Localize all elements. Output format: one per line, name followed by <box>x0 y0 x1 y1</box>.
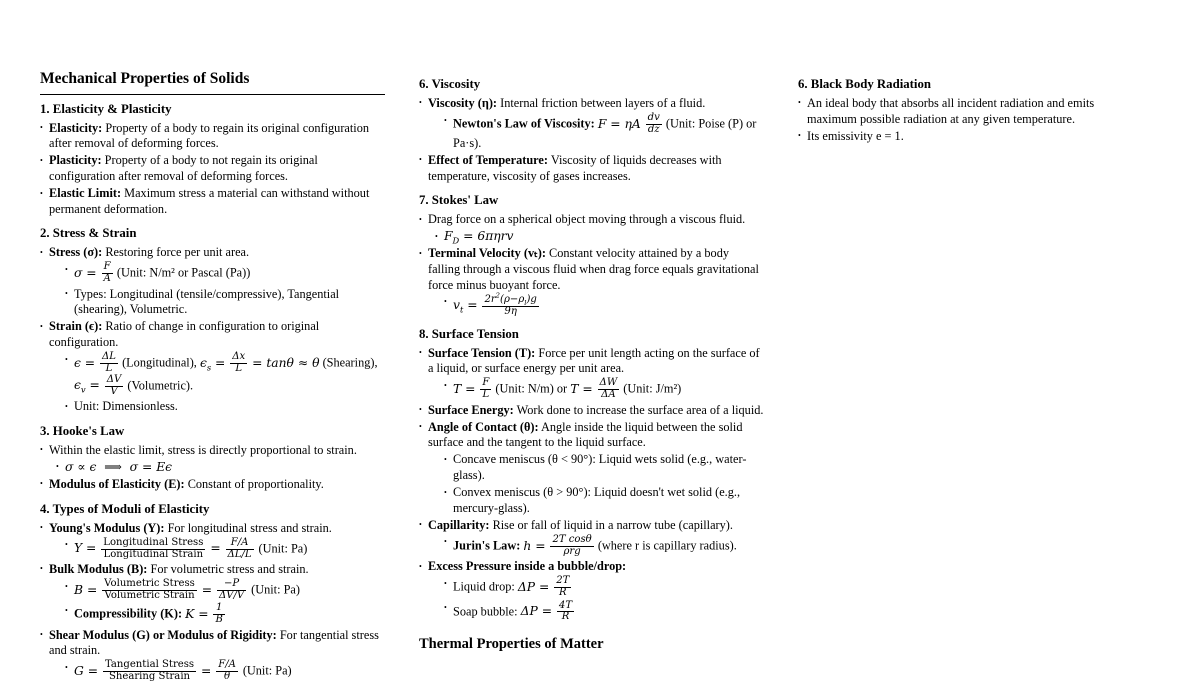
list-item <box>419 420 764 517</box>
list-item <box>65 603 385 626</box>
list-item <box>65 352 385 398</box>
list-newtons-law <box>428 113 764 151</box>
list-item <box>444 378 764 401</box>
def-temperature-effect: Viscosity of liquids decreases with temperature, viscosity of gases increases. <box>428 152 722 183</box>
list-item <box>419 559 764 623</box>
list-item <box>419 96 764 152</box>
list-moduli <box>40 521 385 684</box>
term-jurins-law: Jurin's Law: <box>453 538 521 553</box>
list-excess-pressure <box>428 576 764 623</box>
page-title: Mechanical Properties of Solids <box>40 70 385 95</box>
list-st-formula <box>428 378 764 401</box>
section-heading-black-body: 6. Black Body Radiation <box>798 77 931 91</box>
list-item <box>419 346 764 402</box>
list-item <box>40 245 385 318</box>
formula-liquid-drop: ΔP = $\frac{2T}{R}$ <box>517 575 570 599</box>
list-item <box>444 535 764 558</box>
list-item: • Unit: Dimensionless. <box>65 399 385 415</box>
list-item: • Within the elastic limit, stress is directly proportional to strain. <box>40 443 385 459</box>
list-item <box>40 319 385 414</box>
list-stress-formulas <box>49 262 385 318</box>
list-elasticity <box>40 121 385 218</box>
list-item <box>40 153 385 184</box>
list-bulk-formula <box>49 579 385 626</box>
formula-drag-force: $F_D = 6\pi\eta rv$ <box>444 229 514 246</box>
list-item <box>419 403 764 419</box>
list-item <box>40 628 385 684</box>
section-heading-hookes-law: 3. Hooke's Law <box>40 423 125 438</box>
unit-youngs: (Unit: Pa) <box>258 541 308 556</box>
unit-bulk: (Unit: Pa) <box>251 582 300 597</box>
term-shear-modulus: Shear Modulus (G) or Modulus of Rigidity: <box>49 627 277 642</box>
list-item <box>444 601 764 624</box>
def-capillarity: Rise or fall of liquid in a narrow tube (capillary). <box>492 517 733 532</box>
list-meniscus <box>428 452 764 516</box>
term-newtons-law: Newton's Law of Viscosity: <box>453 116 595 131</box>
unit-st-2: (Unit: J/m²) <box>623 381 682 396</box>
list-item <box>40 477 385 493</box>
list-shear-formula <box>49 660 385 683</box>
def-surface-energy: Work done to increase the surface area of a liquid. <box>516 402 764 417</box>
term-bulk-modulus: Bulk Modulus (B): <box>49 561 148 576</box>
formula-soap-bubble: ΔP = $\frac{4T}{R}$ <box>520 599 573 623</box>
term-angle-of-contact: Angle of Contact (θ): <box>428 419 539 434</box>
list-item <box>40 186 385 217</box>
formula-terminal-velocity: $v_t$ = $\frac{2r^2(\rho-\rho_l)g}{9\eta}$ <box>453 291 537 317</box>
label-soap-bubble: Soap bubble: <box>453 604 518 619</box>
def-modulus: Constant of proportionality. <box>187 476 324 491</box>
list-item <box>65 262 385 285</box>
list-item: • Its emissivity e = 1. <box>798 129 1128 145</box>
list-item <box>40 562 385 626</box>
section-heading-viscosity: 6. Viscosity <box>419 77 481 91</box>
frac-num-bulk: Volumetric Stress <box>104 578 195 590</box>
label-shearing: (Shearing), <box>322 355 378 370</box>
list-item <box>419 153 764 184</box>
column-container <box>40 70 1151 685</box>
frac-den-youngs: Longitudinal Strain <box>101 549 205 561</box>
frac-den-shear: Shearing Strain <box>103 671 196 683</box>
formula-jurins-law: h = $\frac{\text{2T cosθ}}{\text{ρrg}}$ <box>523 533 592 557</box>
formula-stress: σ = $\frac{F}{A}$ <box>74 261 111 285</box>
formula-hookes: σ ∝ ϵ ⟹ σ = Eϵ <box>65 459 173 474</box>
def-plasticity: Property of a body to not regain its original configuration after removal of deforming forces. <box>49 153 318 183</box>
def-shear-modulus: For tangential stress and strain. <box>49 627 379 658</box>
def-elasticity: Property of a body to regain its original configuration after removal of deforming forces. <box>49 120 369 151</box>
list-stokes-formula <box>419 229 764 245</box>
list-black-body <box>798 96 1128 144</box>
unit-st-1: (Unit: N/m) <box>495 381 554 396</box>
list-item <box>444 113 764 151</box>
def-angle-of-contact: Angle inside the liquid between the solid surface and the tangent to the liquid surface. <box>428 419 743 450</box>
section-heading-stokes: 7. Stokes' Law <box>419 193 499 208</box>
column-2 <box>419 70 764 656</box>
unit-viscosity: (Unit: Poise (P) or Pa·s). <box>453 116 757 150</box>
section-heading-elasticity: 1. Elasticity & Plasticity <box>40 101 172 116</box>
list-item <box>65 579 385 602</box>
def-terminal-velocity: Constant velocity attained by a body falling through a viscous fluid when drag force equals gravitational force minus buoyant force. <box>428 246 759 292</box>
list-surface-tension <box>419 346 764 624</box>
unit-shear: (Unit: Pa) <box>242 663 292 678</box>
list-item <box>40 521 385 561</box>
def-youngs-modulus: For longitudinal stress and strain. <box>167 520 332 535</box>
list-item <box>435 229 764 245</box>
formula-newtons-law: F = ηA $\frac{dv}{dz}$ <box>597 112 660 135</box>
term-excess-pressure: Excess Pressure inside a bubble/drop: <box>428 559 627 574</box>
list-item: • An ideal body that absorbs all incident radiation and emits maximum possible radiation at any given temperature. <box>798 96 1128 127</box>
term-viscosity: Viscosity (η): <box>428 95 498 110</box>
list-item <box>444 576 764 599</box>
section-heading-surface-tension: 8. Surface Tension <box>419 326 519 341</box>
term-stress: Stress (σ): <box>49 245 103 260</box>
term-elasticity: Elasticity: <box>49 120 103 135</box>
list-item <box>444 291 764 318</box>
list-item: • Concave meniscus (θ < 90°): Liquid wets solid (e.g., water-glass). <box>444 452 764 483</box>
frac-num-youngs: Longitudinal Stress <box>103 536 204 548</box>
term-strain: Strain (ϵ): <box>49 319 103 334</box>
list-jurins-law <box>428 535 764 558</box>
def-viscosity: Internal friction between layers of a fluid. <box>500 95 706 110</box>
def-elastic-limit: Maximum stress a material can withstand without permanent deformation. <box>49 186 370 216</box>
def-surface-tension: Force per unit length acting on the surface of a liquid, or surface energy per unit area. <box>428 345 760 376</box>
list-item <box>65 660 385 683</box>
list-item: • Types: Longitudinal (tensile/compressive), Tangential (shearing), Volumetric. <box>65 287 385 318</box>
list-item <box>419 246 764 317</box>
frac-den-bulk: Volumetric Strain <box>102 590 197 602</box>
column-1 <box>40 70 385 685</box>
list-viscosity <box>419 96 764 184</box>
list-item <box>56 460 385 476</box>
term-surface-tension: Surface Tension (T): <box>428 345 536 360</box>
def-stress: Restoring force per unit area. <box>105 245 250 260</box>
label-longitudinal: (Longitudinal), <box>122 355 197 370</box>
formula-shear: G = $\frac{\text{Tangential Stress}}{\text{Shearing Strain}}$ = $\frac{F/A}{\theta}$ <box>74 659 236 683</box>
list-item <box>419 518 764 558</box>
list-strain-formulas <box>49 352 385 415</box>
term-surface-energy: Surface Energy: <box>428 402 514 417</box>
list-hookes-formula <box>40 460 385 476</box>
list-hookes-law <box>40 443 385 493</box>
term-terminal-velocity: Terminal Velocity (vₜ): <box>428 246 546 261</box>
formula-youngs: Y = $\frac{\text{Longitudinal Stress}}{\text{Longitudinal Strain}}$ = $\frac{F/A}{\Delta L/L}$ <box>74 536 252 560</box>
term-plasticity: Plasticity: <box>49 153 102 168</box>
label-volumetric: (Volumetric). <box>127 378 194 393</box>
formula-bulk: B = $\frac{\text{Volumetric Stress}}{\text{Volumetric Strain}}$ = $\frac{-P}{\Delta V/V}$ <box>74 578 245 601</box>
list-stokes <box>419 212 764 317</box>
term-modulus: Modulus of Elasticity (E): <box>49 476 185 491</box>
def-bulk-modulus: For volumetric stress and strain. <box>150 561 309 576</box>
section-heading-thermal: Thermal Properties of Matter <box>419 636 604 653</box>
term-elastic-limit: Elastic Limit: <box>49 186 122 201</box>
term-temperature-effect: Effect of Temperature: <box>428 152 548 167</box>
list-item <box>65 538 385 561</box>
list-item: • Convex meniscus (θ > 90°): Liquid doesn't wet solid (e.g., mercury-glass). <box>444 485 764 516</box>
term-capillarity: Capillarity: <box>428 517 490 532</box>
section-heading-moduli: 4. Types of Moduli of Elasticity <box>40 501 210 516</box>
list-terminal-formula <box>428 291 764 318</box>
label-liquid-drop: Liquid drop: <box>453 579 515 594</box>
formula-surface-tension: T = $\frac{F}{L}$ <box>453 377 490 401</box>
formula-surface-energy: T = $\frac{\Delta W}{\Delta A}$ <box>570 377 618 401</box>
column-3 <box>798 70 1128 146</box>
list-stress-strain <box>40 245 385 415</box>
section-heading-stress-strain: 2. Stress & Strain <box>40 226 137 241</box>
unit-stress: (Unit: N/m² or Pascal (Pa)) <box>116 265 251 280</box>
st-or: or <box>556 381 568 396</box>
term-youngs-modulus: Young's Modulus (Y): <box>49 520 165 535</box>
formula-shear-strain: $\epsilon_s$ = $\frac{\Delta x}{L}$ = tanθ ≈ θ <box>199 351 320 374</box>
frac-num-shear: Tangential Stress <box>104 659 195 671</box>
list-item: • Drag force on a spherical object moving through a viscous fluid. <box>419 212 764 228</box>
formula-vol-strain: $\epsilon_v$ = $\frac{\Delta V}{V}$ <box>74 373 122 397</box>
formula-strain: ϵ = $\frac{\Delta L}{L}$ <box>74 351 116 374</box>
formula-compressibility: K = $\frac{1}{B}$ <box>185 602 223 626</box>
note-jurins-law: (where r is capillary radius). <box>597 538 737 553</box>
term-compressibility: Compressibility (K): <box>74 606 183 621</box>
list-item <box>40 121 385 152</box>
list-youngs-formula <box>49 538 385 561</box>
def-strain: Ratio of change in configuration to original configuration. <box>49 319 320 349</box>
